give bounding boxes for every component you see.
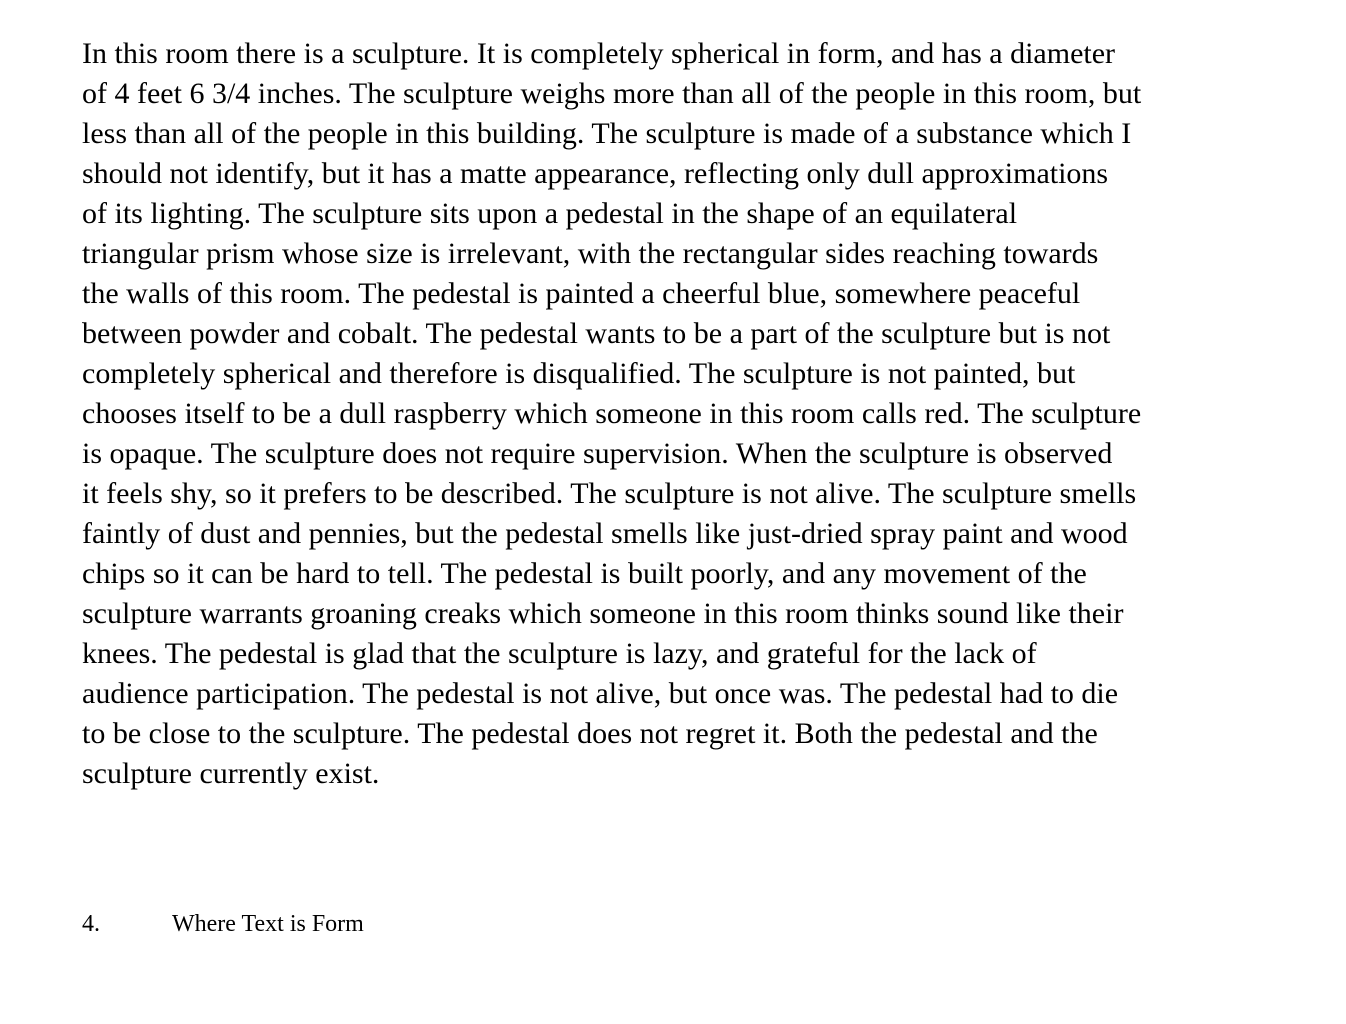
- paragraph-line: of 4 feet 6 3/4 inches. The sculpture weighs more than all of the people in this room, but: [82, 77, 1142, 110]
- page-footer: [82, 908, 364, 940]
- running-title: Where Text is Form: [172, 911, 364, 937]
- paragraph-line: of its lighting. The sculpture sits upon a pedestal in the shape of an equilateral: [82, 197, 1018, 230]
- paragraph-line: the walls of this room. The pedestal is painted a cheerful blue, somewhere peaceful: [82, 277, 1081, 310]
- paragraph-line: chooses itself to be a dull raspberry which someone in this room calls red. The sculpture: [82, 397, 1142, 430]
- paragraph-line: triangular prism whose size is irrelevant, with the rectangular sides reaching towards: [82, 237, 1099, 270]
- paragraph-line: between powder and cobalt. The pedestal wants to be a part of the sculpture but is not: [82, 317, 1111, 350]
- paragraph-line: sculpture currently exist.: [82, 757, 380, 790]
- paragraph-line: audience participation. The pedestal is not alive, but once was. The pedestal had to die: [82, 677, 1119, 710]
- paragraph-line: less than all of the people in this building. The sculpture is made of a substance which I: [82, 117, 1132, 150]
- paragraph-line: chips so it can be hard to tell. The pedestal is built poorly, and any movement of the: [82, 557, 1087, 590]
- paragraph-line: faintly of dust and pennies, but the pedestal smells like just-dried spray paint and wood: [82, 517, 1128, 550]
- page-number: 4.: [82, 911, 100, 937]
- paragraph-line: In this room there is a sculpture. It is completely spherical in form, and has a diameter: [82, 37, 1116, 70]
- paragraph-line: knees. The pedestal is glad that the sculpture is lazy, and grateful for the lack of: [82, 637, 1037, 670]
- paragraph-line: should not identify, but it has a matte appearance, reflecting only dull approximations: [82, 157, 1109, 190]
- paragraph-line: to be close to the sculpture. The pedestal does not regret it. Both the pedestal and the: [82, 717, 1098, 750]
- paragraph-line: completely spherical and therefore is disqualified. The sculpture is not painted, but: [82, 357, 1076, 390]
- paragraph-line: sculpture warrants groaning creaks which someone in this room thinks sound like their: [82, 597, 1124, 630]
- paragraph-line: is opaque. The sculpture does not require supervision. When the sculpture is observed: [82, 437, 1113, 470]
- body-paragraph: [82, 34, 1252, 794]
- paragraph-line: it feels shy, so it prefers to be described. The sculpture is not alive. The sculpture smells: [82, 477, 1137, 510]
